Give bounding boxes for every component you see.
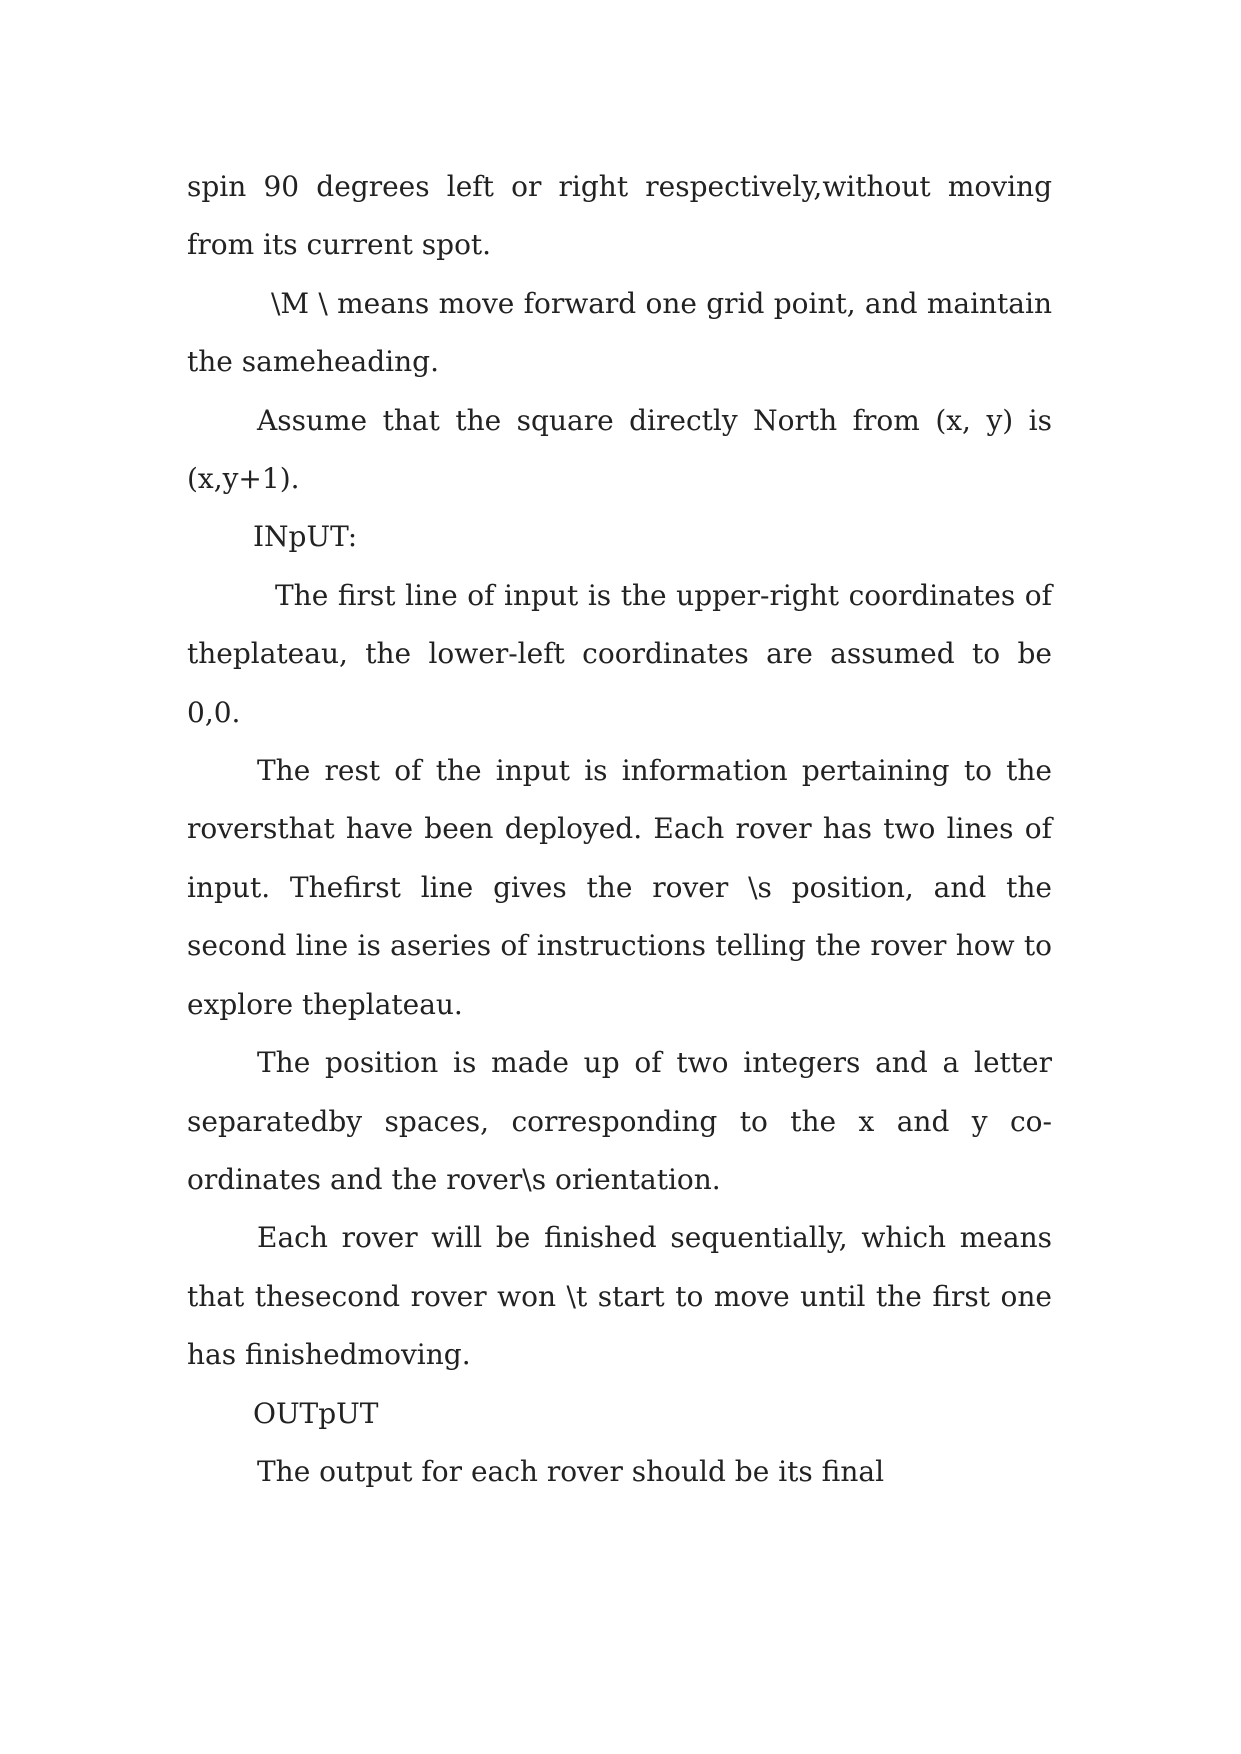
paragraph-grid-assumption: Assume that the square directly North from (x, y) is (x,y+1). xyxy=(187,403,1052,496)
paragraph-rest-of-input: The rest of the input is information pertaining to the roversthat have been deployed. Each rover has two lines of input. Thefirst line gives the rover \s position, and the second line is aseries of instructions telling the rover how to explore theplateau. xyxy=(187,754,1052,1021)
paragraph-sequential-rovers: Each rover will be finished sequentially, which means that thesecond rover won \t start to move until the first one has finishedmoving. xyxy=(187,1221,1052,1372)
paragraph-position-format: The position is made up of two integers and a letter separatedby spaces, corresponding to the x and y co-ordinates and the rover\s orientation. xyxy=(187,1046,1052,1196)
section-heading-input: INpUT: xyxy=(253,520,358,554)
paragraph-first-line: The first line of input is the upper-right coordinates of theplateau, the lower-left coordinates are assumed to be 0,0. xyxy=(187,578,1052,729)
document-page xyxy=(187,158,1052,1501)
section-heading-output: OUTpUT xyxy=(253,1396,379,1430)
paragraph-rotation: spin 90 degrees left or right respectively,without moving from its current spot. xyxy=(187,170,1052,262)
paragraph-move-command: \M \ means move forward one grid point, and maintain the sameheading. xyxy=(187,286,1052,379)
paragraph-output-description: The output for each rover should be its final xyxy=(257,1454,885,1488)
